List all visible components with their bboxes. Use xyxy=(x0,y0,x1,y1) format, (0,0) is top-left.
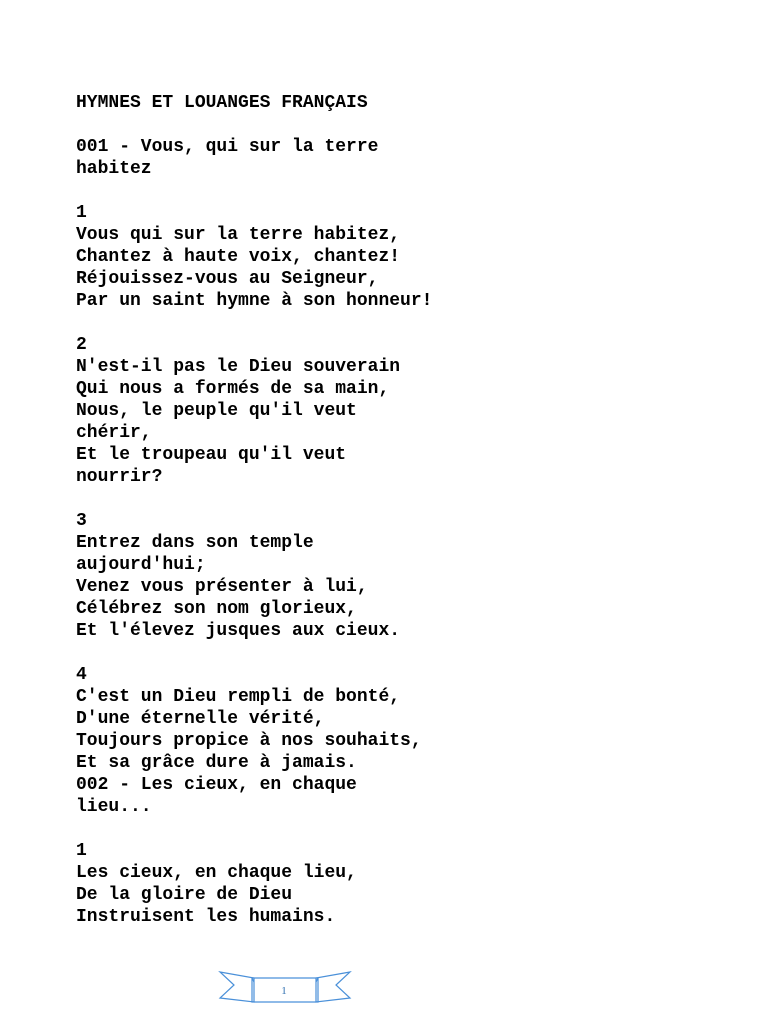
hymn-title: 001 - Vous, qui sur la terre xyxy=(76,137,379,157)
verse-line: D'une éternelle vérité, xyxy=(76,709,325,729)
stanza-number: 4 xyxy=(76,665,87,685)
blank-line xyxy=(76,180,736,202)
stanza-number: 2 xyxy=(76,335,87,355)
document-heading: HYMNES ET LOUANGES FRANÇAIS xyxy=(76,93,368,113)
stanza-number: 3 xyxy=(76,511,87,531)
hymn-title-continued: habitez xyxy=(76,159,152,179)
blank-line xyxy=(76,488,736,510)
verse-line: Toujours propice à nos souhaits, xyxy=(76,731,422,751)
stanza-number: 1 xyxy=(76,203,87,223)
page-number: 1 xyxy=(281,985,287,997)
verse-line: aujourd'hui; xyxy=(76,555,206,575)
verse-line: Par un saint hymne à son honneur! xyxy=(76,291,433,311)
hymn-title: 002 - Les cieux, en chaque xyxy=(76,775,357,795)
verse-line: Les cieux, en chaque lieu, xyxy=(76,863,357,883)
stanza-number: 1 xyxy=(76,841,87,861)
blank-line xyxy=(76,312,736,334)
blank-line xyxy=(76,642,736,664)
verse-line: Et le troupeau qu'il veut xyxy=(76,445,347,465)
verse-line: Venez vous présenter à lui, xyxy=(76,577,368,597)
blank-line xyxy=(76,818,736,840)
verse-line: chérir, xyxy=(76,423,152,443)
verse-line: C'est un Dieu rempli de bonté, xyxy=(76,687,401,707)
verse-line: Chantez à haute voix, chantez! xyxy=(76,247,401,267)
verse-line: Vous qui sur la terre habitez, xyxy=(76,225,401,245)
verse-line: Et l'élevez jusques aux cieux. xyxy=(76,621,401,641)
verse-line: Instruisent les humains. xyxy=(76,907,336,927)
verse-line: N'est-il pas le Dieu souverain xyxy=(76,357,401,377)
verse-line: nourrir? xyxy=(76,467,163,487)
hymn-title-continued: lieu... xyxy=(76,797,152,817)
blank-line xyxy=(76,114,736,136)
verse-line: Célébrez son nom glorieux, xyxy=(76,599,357,619)
verse-line: De la gloire de Dieu xyxy=(76,885,293,905)
verse-line: Réjouissez-vous au Seigneur, xyxy=(76,269,379,289)
verse-line: Entrez dans son temple xyxy=(76,533,314,553)
page-number-ribbon xyxy=(218,968,352,1008)
verse-line: Qui nous a formés de sa main, xyxy=(76,379,390,399)
verse-line: Et sa grâce dure à jamais. xyxy=(76,753,357,773)
hymn-text-block xyxy=(76,92,736,928)
verse-line: Nous, le peuple qu'il veut xyxy=(76,401,357,421)
